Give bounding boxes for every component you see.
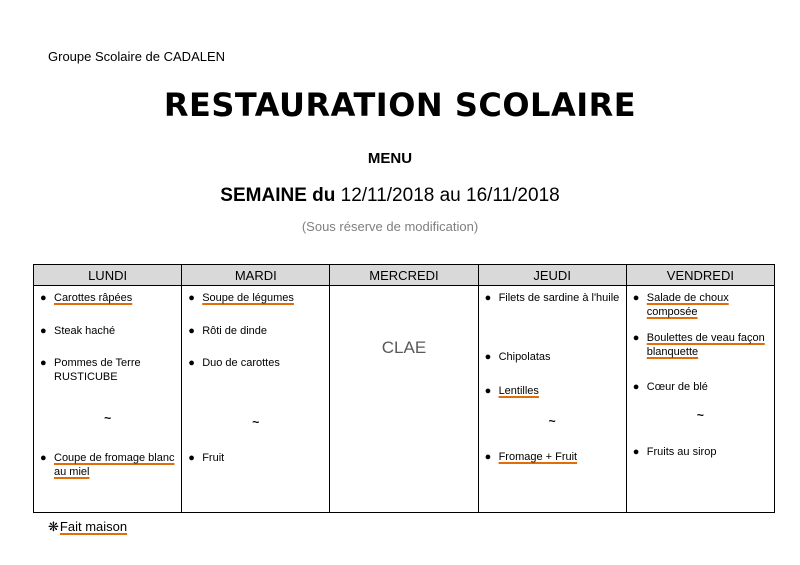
menu-item-label: Soupe de légumes xyxy=(202,292,294,304)
menu-item-label: Lentilles xyxy=(498,385,539,397)
menu-row xyxy=(34,286,775,513)
bullet-icon: ● xyxy=(632,381,640,393)
bullet-icon: ● xyxy=(40,452,47,464)
bullet-icon: ● xyxy=(484,451,492,463)
menu-item xyxy=(188,324,325,338)
bullet-icon: ● xyxy=(188,325,195,337)
menu-item-label: Duo de carottes xyxy=(202,357,280,369)
menu-label: MENU xyxy=(367,150,413,167)
menu-item-label: Fruits au sirop xyxy=(646,446,717,458)
separator-tilde: ~ xyxy=(548,414,556,428)
week-lead: SEMAINE du xyxy=(220,185,336,206)
day-cell-vendredi xyxy=(626,286,774,513)
menu-item-label: Cœur de blé xyxy=(646,381,708,393)
clae-label: CLAE xyxy=(381,338,427,357)
menu-item-label: Rôti de dinde xyxy=(202,325,268,337)
menu-item xyxy=(633,291,770,319)
menu-item-label: Carottes râpées xyxy=(54,292,133,304)
menu-item-label: Chipolatas xyxy=(498,351,551,363)
menu-item xyxy=(485,384,622,398)
bullet-icon: ● xyxy=(40,292,47,304)
bullet-icon: ● xyxy=(188,292,195,304)
menu-item-label: Salade de choux composée xyxy=(646,292,729,318)
bullet-icon: ● xyxy=(632,332,640,344)
menu-item xyxy=(40,451,177,479)
menu-item xyxy=(485,350,622,364)
bullet-icon: ● xyxy=(632,292,640,304)
week-range: 12/11/2018 au 16/11/2018 xyxy=(340,185,560,206)
menu-item-label: Steak haché xyxy=(54,325,116,337)
homemade-legend xyxy=(48,519,127,535)
menu-table xyxy=(33,264,775,513)
day-header-row xyxy=(34,265,775,286)
bullet-icon: ● xyxy=(632,446,640,458)
menu-item-label: Filets de sardine à l'huile xyxy=(498,292,620,304)
separator-tilde: ~ xyxy=(104,411,112,425)
menu-item-label: Coupe de fromage blanc au miel xyxy=(54,452,175,478)
day-cell-mardi xyxy=(182,286,330,513)
day-cell-lundi xyxy=(34,286,182,513)
day-header-lundi: LUNDI xyxy=(34,265,182,286)
menu-item xyxy=(485,450,622,464)
day-header-jeudi: JEUDI xyxy=(478,265,626,286)
bullet-icon: ● xyxy=(484,292,492,304)
menu-item xyxy=(40,356,177,384)
school-name: Groupe Scolaire de CADALEN xyxy=(48,49,226,64)
separator-tilde: ~ xyxy=(252,415,260,429)
menu-item xyxy=(40,291,177,305)
menu-item xyxy=(485,291,622,305)
day-header-vendredi: VENDREDI xyxy=(626,265,774,286)
menu-item xyxy=(633,380,770,394)
menu-item-label: Boulettes de veau façon blanquette xyxy=(646,332,765,358)
separator-tilde: ~ xyxy=(696,408,704,422)
bullet-icon: ● xyxy=(188,452,195,464)
bullet-icon: ● xyxy=(40,357,47,369)
bullet-icon: ● xyxy=(188,357,195,369)
day-cell-mercredi xyxy=(330,286,478,513)
day-header-mercredi: MERCREDI xyxy=(330,265,478,286)
menu-item-label: Fruit xyxy=(202,452,225,464)
menu-item xyxy=(188,291,325,305)
day-header-mardi: MARDI xyxy=(182,265,330,286)
week-line xyxy=(0,185,780,207)
menu-item-label: Fromage + Fruit xyxy=(498,451,578,463)
page-title: RESTAURATION SCOLAIRE xyxy=(163,86,637,124)
menu-item xyxy=(188,451,325,465)
menu-item-label: Pommes de Terre RUSTICUBE xyxy=(54,357,141,383)
homemade-label: Fait maison xyxy=(59,519,128,534)
day-cell-jeudi xyxy=(478,286,626,513)
bullet-icon: ● xyxy=(40,325,47,337)
modification-note: (Sous réserve de modification) xyxy=(301,219,479,234)
bullet-icon: ● xyxy=(484,385,492,397)
asterisk-icon: ❋ xyxy=(48,519,59,534)
menu-item xyxy=(633,445,770,459)
menu-item xyxy=(633,331,770,359)
menu-item xyxy=(188,356,325,370)
bullet-icon: ● xyxy=(484,351,492,363)
menu-item xyxy=(40,324,177,338)
